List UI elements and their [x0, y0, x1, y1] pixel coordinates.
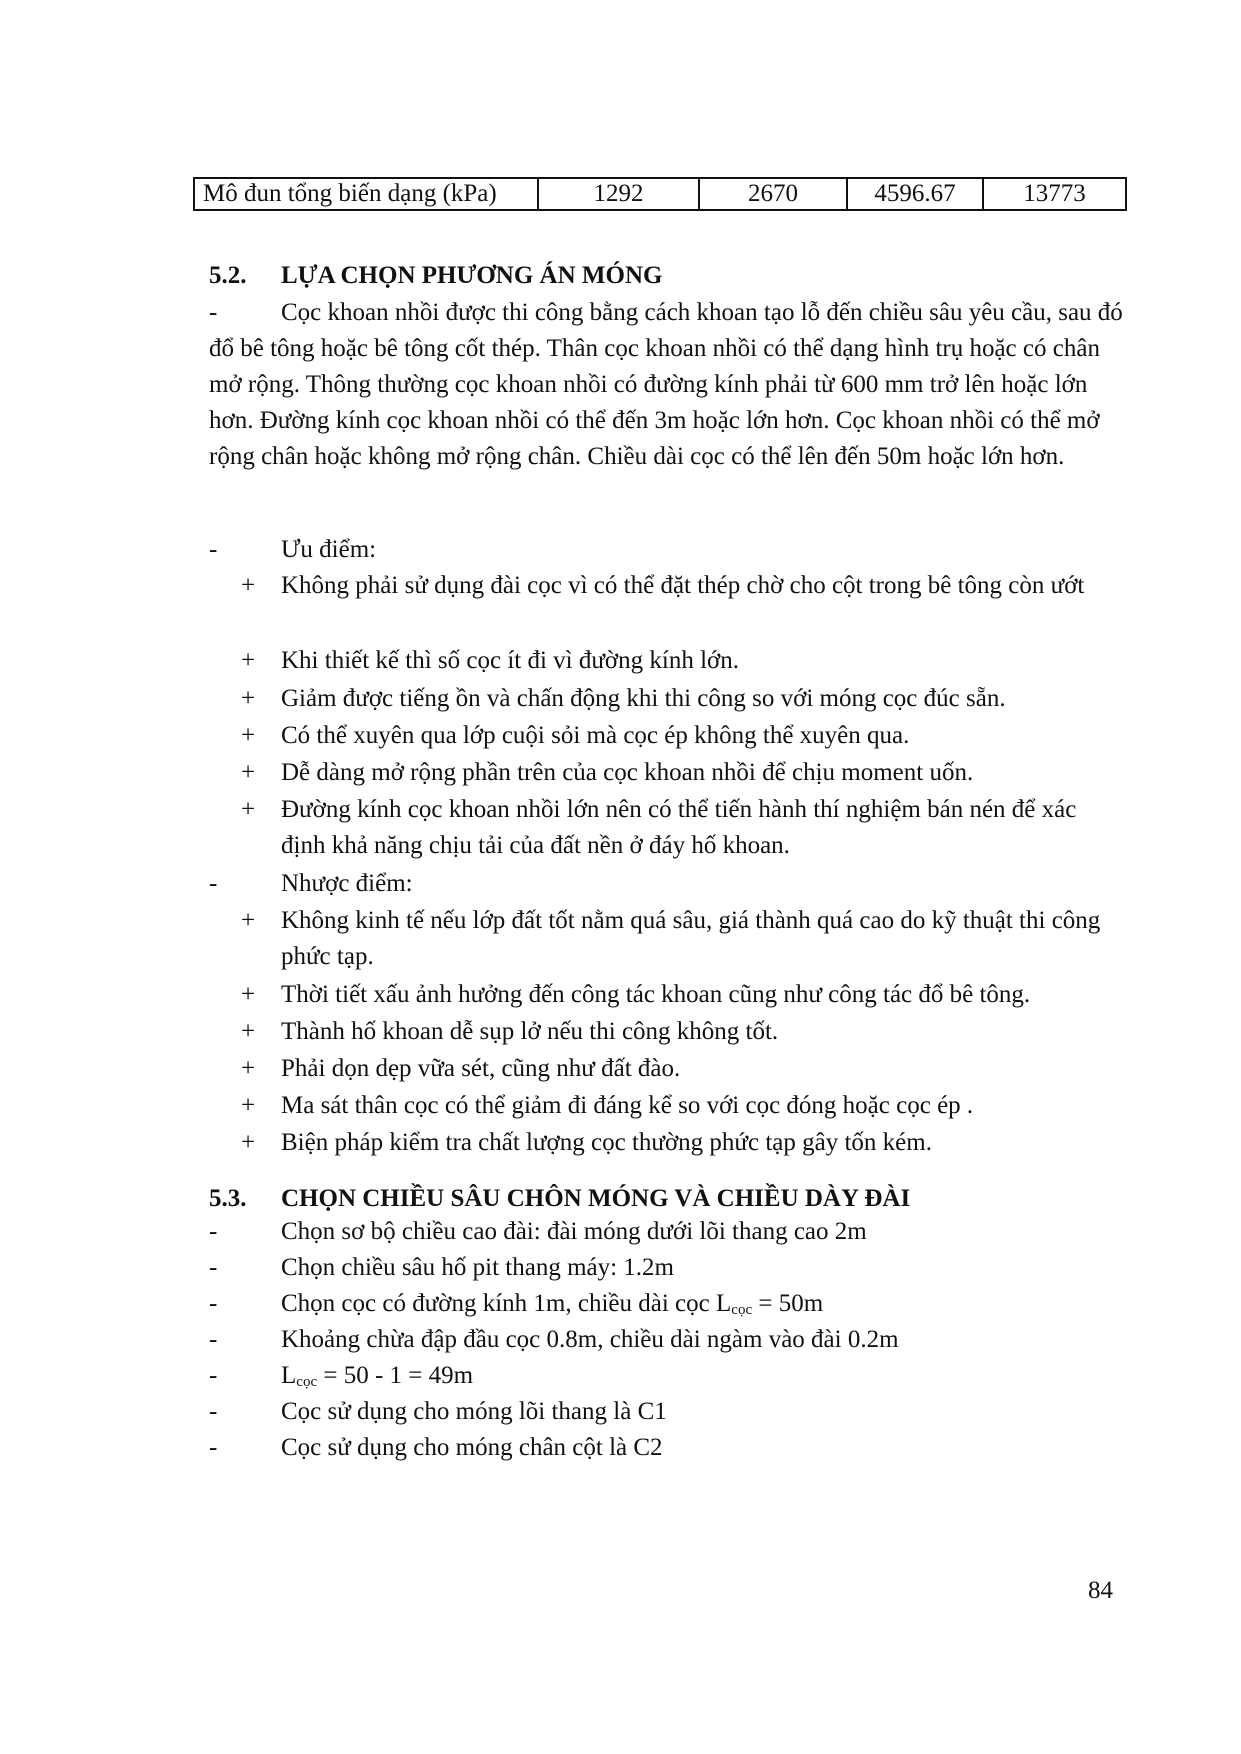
list-item: [241, 1088, 1121, 1124]
advantage-text: Dễ dàng mở rộng phần trên của cọc khoan nhồi để chịu moment uốn.: [281, 759, 974, 786]
list-item: [241, 681, 1121, 717]
disadvantages-label: Nhược điểm:: [281, 870, 413, 897]
item-text: Cọc sử dụng cho móng lõi thang là C1: [281, 1398, 667, 1425]
section-5-2-heading: [209, 262, 662, 290]
list-item: [241, 903, 1121, 975]
list-item: [241, 792, 1121, 864]
plus-marker: +: [241, 1055, 256, 1082]
dash-marker: -: [209, 1434, 218, 1461]
item-text: Chọn sơ bộ chiều cao đài: đài móng dưới lõi thang cao 2m: [281, 1218, 867, 1245]
plus-marker: +: [241, 1129, 256, 1156]
section-5-3-heading: [209, 1185, 910, 1213]
list-item: [209, 1394, 1129, 1430]
disadvantage-text: Thành hố khoan dễ sụp lở nếu thi công không tốt.: [281, 1018, 779, 1045]
disadvantage-text: Biện pháp kiểm tra chất lượng cọc thường phức tạp gây tốn kém.: [281, 1129, 932, 1156]
plus-marker: +: [241, 907, 256, 934]
list-item: [241, 1051, 1121, 1087]
list-item: [209, 1214, 1129, 1250]
table-cell-value-1: 1292: [538, 178, 699, 210]
item-text-part: = 50m: [752, 1290, 824, 1317]
advantage-text: Có thể xuyên qua lớp cuội sỏi mà cọc ép không thể xuyên qua.: [281, 722, 910, 749]
advantage-text: Giảm được tiếng ồn và chấn động khi thi công so với móng cọc đúc sẵn.: [281, 685, 1006, 712]
page-number: 84: [1088, 1577, 1113, 1604]
advantages-label: Ưu điểm:: [281, 536, 377, 563]
dash-marker: -: [209, 1362, 218, 1389]
dash-marker: -: [209, 870, 218, 897]
list-item: [241, 718, 1121, 754]
plus-marker: +: [241, 647, 256, 674]
dash-marker: -: [209, 1326, 218, 1353]
item-text-part: Chọn cọc có đường kính 1m, chiều dài cọc L: [281, 1290, 732, 1317]
advantage-text: Không phải sử dụng đài cọc vì có thể đặt thép chờ cho cột trong bê tông còn ướt: [281, 572, 1085, 599]
plus-marker: +: [241, 796, 256, 823]
subscript: cọc: [731, 1302, 753, 1318]
list-item: [241, 1014, 1121, 1050]
list-item: [241, 568, 1121, 604]
plus-marker: +: [241, 572, 256, 599]
list-item: [209, 1322, 1129, 1358]
intro-text: Cọc khoan nhồi được thi công bằng cách khoan tạo lỗ đến chiều sâu yêu cầu, sau đó đổ bê tông hoặc bê tông cốt thép. Thân cọc khoan nhồi có thể dạng hình trụ hoặc có chân mở rộng. Thông thường cọc khoan nhồi có đường kính phải từ 600 mm trở lên hoặc lớn hơn. Đường kính cọc khoan nhồi có thể đến 3m hoặc lớn hơn. Cọc khoan nhồi có thể mở rộng chân hoặc không mở rộng chân. Chiều dài cọc có thể lên đến 50m hoặc lớn hơn.: [209, 299, 1123, 470]
list-item: [241, 1125, 1121, 1161]
advantages-label-row: [209, 532, 1129, 568]
disadvantage-text: Ma sát thân cọc có thể giảm đi đáng kể so với cọc đóng hoặc cọc ép .: [281, 1092, 974, 1119]
list-item: [241, 977, 1121, 1013]
disadvantages-label-row: [209, 866, 1129, 902]
table-row: [194, 178, 1126, 210]
plus-marker: +: [241, 759, 256, 786]
advantage-text: Khi thiết kế thì số cọc ít đi vì đường kính lớn.: [281, 647, 740, 674]
plus-marker: +: [241, 1092, 256, 1119]
list-item: [209, 1250, 1129, 1286]
list-item: [241, 643, 1121, 679]
property-table: [193, 177, 1127, 211]
plus-marker: +: [241, 1018, 256, 1045]
dash-marker: -: [209, 1254, 218, 1281]
plus-marker: +: [241, 722, 256, 749]
plus-marker: +: [241, 685, 256, 712]
item-text: Khoảng chừa đập đầu cọc 0.8m, chiều dài ngàm vào đài 0.2m: [281, 1326, 899, 1353]
disadvantage-text: Thời tiết xấu ảnh hưởng đến công tác khoan cũng như công tác đổ bê tông.: [281, 981, 1031, 1008]
list-item: [241, 755, 1121, 791]
disadvantage-text: Phải dọn dẹp vữa sét, cũng như đất đào.: [281, 1055, 681, 1082]
table-cell-label: Mô đun tổng biến dạng (kPa): [194, 178, 538, 210]
plus-marker: +: [241, 981, 256, 1008]
disadvantage-text: Không kinh tế nếu lớp đất tốt nằm quá sâu, giá thành quá cao do kỹ thuật thi công phức tạp.: [281, 907, 1101, 970]
table-cell-value-3: 4596.67: [847, 178, 983, 210]
subscript: cọc: [296, 1374, 318, 1390]
table-cell-value-2: 2670: [699, 178, 847, 210]
table-cell-value-4: 13773: [983, 178, 1126, 210]
section-title: CHỌN CHIỀU SÂU CHÔN MÓNG VÀ CHIỀU DÀY ĐÀI: [281, 1185, 911, 1212]
item-text-part: = 50 - 1 = 49m: [317, 1362, 474, 1389]
list-item: [209, 1430, 1129, 1466]
dash-marker: -: [209, 1290, 218, 1317]
section-number: 5.3.: [209, 1185, 247, 1212]
item-text: Cọc sử dụng cho móng chân cột là C2: [281, 1434, 663, 1461]
dash-marker: -: [209, 1398, 218, 1425]
section-number: 5.2.: [209, 262, 247, 289]
advantage-text: Đường kính cọc khoan nhồi lớn nên có thể tiến hành thí nghiệm bán nén để xác định khả năng chịu tải của đất nền ở đáy hố khoan.: [281, 796, 1077, 859]
intro-paragraph: [209, 295, 1129, 475]
item-text: Chọn chiều sâu hố pit thang máy: 1.2m: [281, 1254, 675, 1281]
dash-marker: -: [209, 536, 218, 563]
section-title: LỰA CHỌN PHƯƠNG ÁN MÓNG: [281, 262, 663, 289]
dash-marker: -: [209, 299, 218, 326]
dash-marker: -: [209, 1218, 218, 1245]
item-text-part: L: [281, 1362, 297, 1389]
